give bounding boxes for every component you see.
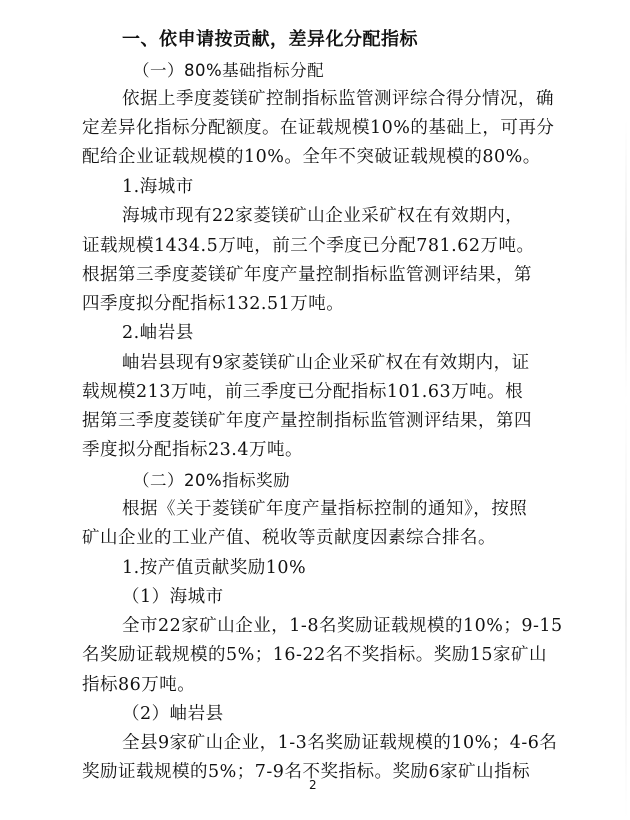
xiuyan-para-line: 据第三季度菱镁矿年度产量控制指标监管测评结果，第四 [82,411,532,431]
xiuyan-para-line: 岫岩县现有9家菱镁矿山企业采矿权在有效期内，证 [122,353,530,373]
haicheng-para-line: 四季度拟分配指标132.51万吨。 [82,294,345,314]
scan-edge-shadow [625,120,627,820]
sub-haicheng-para-line: 全市22家矿山企业，1-8名奖励证载规模的10%；9-15 [122,616,563,636]
sub-xiuyan-para-line: 全县9家矿山企业，1-3名奖励证载规模的10%；4-6名 [122,733,558,753]
basic-para-line: 配给企业证载规模的10%。全年不突破证载规模的80%。 [82,147,541,167]
haicheng-para-line: 证载规模1434.5万吨，前三个季度已分配781.62万吨。 [82,236,535,256]
reward-para-line: 矿山企业的工业产值、税收等贡献度因素综合排名。 [82,528,496,548]
sub-haicheng-heading: （1）海城市 [122,587,224,607]
xiuyan-heading: 2.岫岩县 [122,323,194,343]
haicheng-para-line: 根据第三季度菱镁矿年度产量控制指标监管测评结果，第 [82,265,532,285]
sub-xiuyan-heading: （2）岫岩县 [122,704,224,724]
haicheng-heading: 1.海城市 [122,177,194,197]
xiuyan-para-line: 季度拟分配指标23.4万吨。 [82,440,303,460]
basic-allocation-heading: （一）80%基础指标分配 [133,61,325,80]
output-value-heading: 1.按产值贡献奖励10% [122,558,307,578]
xiuyan-para-line: 载规模213万吨，前三季度已分配指标101.63万吨。根 [82,382,524,402]
reward-para-line: 根据《关于菱镁矿年度产量指标控制的通知》，按照 [122,499,528,519]
sub-haicheng-para-line: 名奖励证载规模的5%；16-22名不奖指标。奖励15家矿山 [82,645,547,665]
sub-haicheng-para-line: 指标86万吨。 [82,675,196,695]
basic-para-line: 依据上季度菱镁矿控制指标监管测评综合得分情况，确 [122,89,554,109]
sub-xiuyan-para-line: 奖励证载规模的5%；7-9名不奖指标。奖励6家矿山指标 [82,762,531,782]
reward-heading: （二）20%指标奖励 [133,471,291,490]
basic-para-line: 定差异化指标分配额度。在证载规模10%的基础上，可再分 [82,118,555,138]
page-number: 2 [309,778,317,792]
haicheng-para-line: 海城市现有22家菱镁矿山企业采矿权在有效期内， [122,206,524,226]
main-heading: 一、依申请按贡献，差异化分配指标 [122,29,418,50]
